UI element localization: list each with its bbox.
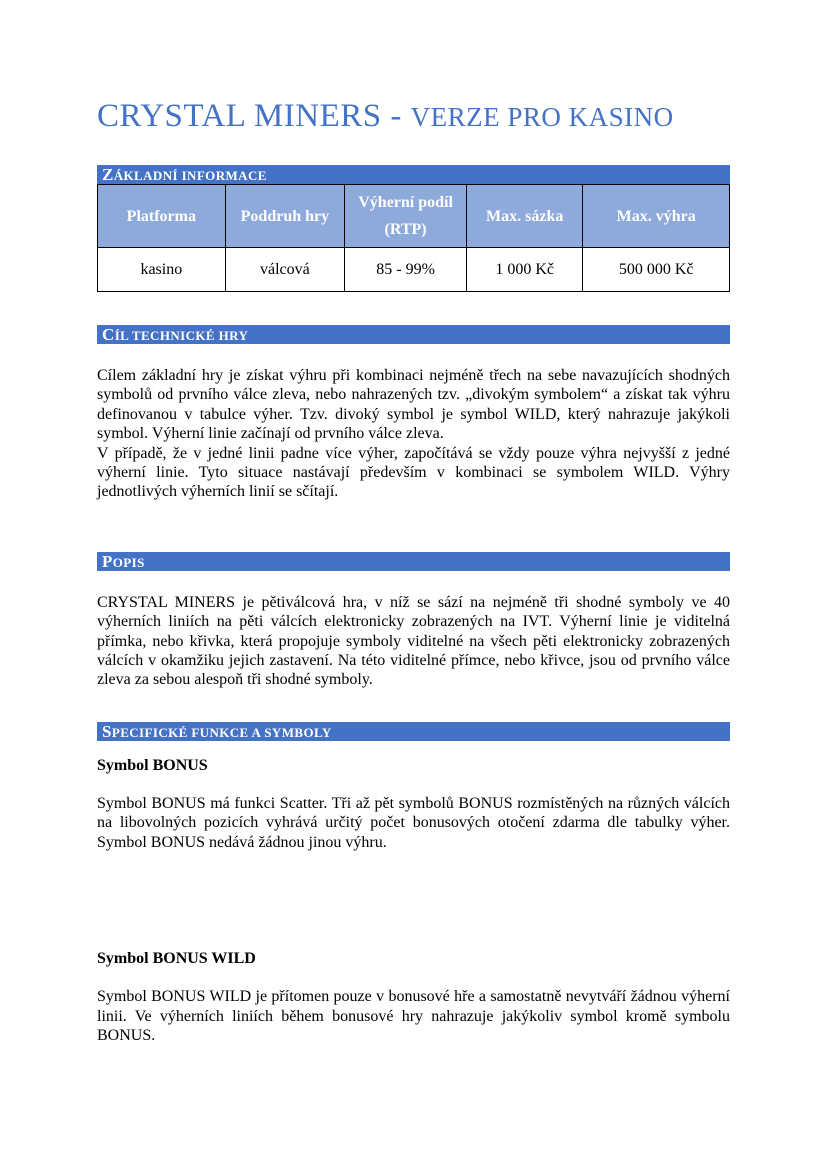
- symbol-bonus-paragraphs: [97, 794, 730, 852]
- table-header-max-sazka: Max. sázka: [467, 185, 583, 248]
- section-heading-basic-info: ZÁKLADNÍ INFORMACE: [97, 165, 730, 184]
- subheading-symbol-bonus-wild: Symbol BONUS WILD: [97, 950, 256, 968]
- table-row: [98, 248, 730, 292]
- table-header-vyherni-podil-rtp: Výherní podíl (RTP): [345, 185, 467, 248]
- table-cell-platforma: kasino: [98, 248, 226, 292]
- goal-paragraphs: [97, 366, 730, 502]
- table-header-platforma: Platforma: [98, 185, 226, 248]
- description-paragraphs: [97, 593, 730, 690]
- symbol-bonus-paragraph: Symbol BONUS má funkci Scatter. Tři až pět symbolů BONUS rozmístěných na různých válcích na libovolných pozicích vyhrává určitý počet bonusových otočení zdarma dle tabulky výher. Symbol BONUS nedává žádnou jinou výhru.: [97, 794, 730, 851]
- goal-paragraph-1: Cílem základní hry je získat výhru při kombinaci nejméně třech na sebe navazujících shodných symbolů od prvního válce zleva, nebo nahrazených tzv. „divokým symbolem“ a získat tak výhru definovanou v tabulce výher. Tzv. divoký symbol je symbol WILD, který nahrazuje jakýkoli symbol. Výherní linie začínají od prvního válce zleva.: [97, 367, 730, 443]
- table-header-max-vyhra: Max. výhra: [583, 185, 730, 248]
- table-cell-max-sazka: 1 000 Kč: [467, 248, 583, 292]
- goal-paragraph-2: V případě, že v jedné linii padne více výher, započítává se vždy pouze výhra nejvyšší z jedné výherní linie. Tyto situace nastávají především v kombinaci se symbolem WILD. Výhry jednotlivých výherních linií se sčítají.: [97, 444, 730, 501]
- section-heading-description: POPIS: [97, 552, 730, 571]
- document-content: [97, 96, 730, 1045]
- subheading-symbol-bonus: Symbol BONUS: [97, 756, 208, 774]
- section-heading-specific-functions: SPECIFICKÉ FUNKCE A SYMBOLY: [97, 722, 730, 741]
- section-heading-goal: CÍL TECHNICKÉ HRY: [97, 325, 730, 344]
- table-cell-vyherni-podil-rtp: 85 - 99%: [345, 248, 467, 292]
- table-header-poddruh-hry: Poddruh hry: [225, 185, 344, 248]
- symbol-bonus-wild-paragraph: Symbol BONUS WILD je přítomen pouze v bonusové hře a samostatně nevytváří žádnou výherní linii. Ve výherních liniích během bonusové hry nahrazuje jakýkoliv symbol kromě symbolu BONUS.: [97, 988, 730, 1044]
- table-header-row: [98, 185, 730, 248]
- document-title-main: CRYSTAL MINERS -: [97, 98, 402, 134]
- table-cell-max-vyhra: 500 000 Kč: [583, 248, 730, 292]
- description-paragraph-1: CRYSTAL MINERS je pětiválcová hra, v níž se sází na nejméně tři shodné symboly ve 40 výherních liniích na pěti válcích elektronicky zobrazených na IVT. Výherní linie je viditelná přímka, nebo křivka, která propojuje symboly viditelné na všech pěti elektronicky zobrazených válcích v okamžiku jejich zastavení. Na této viditelné přímce, nebo křivce, jsou od prvního válce zleva za sebou alespoň tři shodné symboly.: [97, 593, 730, 689]
- document-title: [97, 96, 730, 137]
- table-cell-poddruh-hry: válcová: [225, 248, 344, 292]
- symbol-bonus-wild-paragraphs: [97, 987, 730, 1045]
- basic-info-table: [97, 184, 730, 292]
- document-title-sub: VERZE PRO KASINO: [410, 102, 674, 132]
